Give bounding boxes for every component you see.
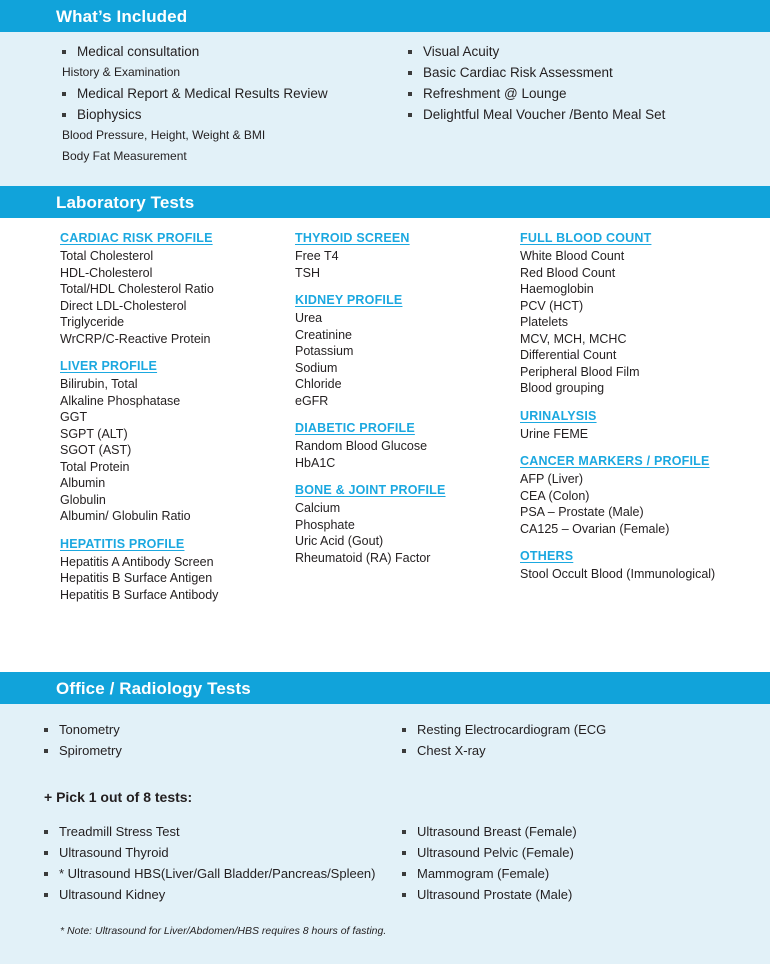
square-bullet-icon [408,71,412,75]
list-item [408,105,770,125]
pick-test-item [402,843,770,863]
test-item: Triglyceride [60,315,125,329]
test-item: Rheumatoid (RA) Factor [295,550,431,565]
test-item: Total Cholesterol [60,249,154,263]
list-item [62,105,400,125]
pick-test-item [44,864,400,884]
test-item: Alkaline Phosphatase [60,393,181,408]
test-item: Platelets [520,315,568,329]
square-bullet-icon [402,830,406,834]
square-bullet-icon [402,872,406,876]
test-item: Bilirubin, Total [60,377,138,391]
test-item: TSH [295,265,320,280]
section-header-office [0,672,770,704]
test-item: Free T4 [295,249,339,263]
laboratory-column-2 [285,230,507,610]
list-item-label: Chest X-ray [417,743,486,758]
list-item [408,63,770,83]
list-item-label: Delightful Meal Voucher /Bento Meal Set [423,107,666,122]
test-item: PSA – Prostate (Male) [520,505,644,519]
test-group [520,408,770,443]
office-left-column [0,720,400,762]
office-test-item [44,720,400,740]
list-item-label: * Ultrasound HBS(Liver/Gall Bladder/Pancreas/Spleen) [59,866,376,881]
test-item: Total Protein [60,459,130,474]
list-item [408,84,770,104]
list-item-label: Ultrasound Breast (Female) [417,824,577,839]
test-item: GGT [60,410,88,424]
square-bullet-icon [408,113,412,117]
list-item-label: Treadmill Stress Test [59,824,180,839]
test-group [60,536,285,604]
laboratory-title: Laboratory Tests [56,192,195,212]
test-group-heading: DIABETIC PROFILE [295,421,415,435]
test-item: Creatinine [295,327,352,342]
office-top-lists [0,720,770,762]
list-item-label: Refreshment @ Lounge [423,86,567,101]
test-item: SGPT (ALT) [60,426,128,441]
pick-test-item [402,885,770,905]
list-item-label: Resting Electrocardiogram (ECG [417,722,607,737]
laboratory-column-3 [507,230,770,610]
test-group [60,230,285,347]
test-item: Urea [295,311,323,325]
square-bullet-icon [44,851,48,855]
pick-tests-lists [0,822,770,906]
test-group [60,358,285,525]
test-item: SGOT (AST) [60,443,132,457]
list-item-label: Ultrasound Prostate (Male) [417,887,573,902]
test-item: AFP (Liver) [520,472,583,486]
test-group [520,453,770,537]
test-item: Haemoglobin [520,282,594,296]
test-group-heading: THYROID SCREEN [295,231,410,245]
pick-left-column [0,822,400,906]
pick-test-item [402,822,770,842]
square-bullet-icon [408,50,412,54]
square-bullet-icon [402,749,406,753]
square-bullet-icon [402,728,406,732]
section-gap [0,610,770,672]
pick-test-item [44,843,400,863]
test-item: Peripheral Blood Film [520,364,640,379]
section-header-laboratory [0,186,770,218]
list-item-label: Ultrasound Pelvic (Female) [417,845,574,860]
test-item: Calcium [295,501,341,515]
square-bullet-icon [44,872,48,876]
test-item: HbA1C [295,455,336,470]
test-group-heading: OTHERS [520,549,574,563]
square-bullet-icon [44,728,48,732]
test-group [295,230,507,281]
test-group-heading: CANCER MARKERS / PROFILE [520,454,710,468]
laboratory-body [0,218,770,610]
test-item: CA125 – Ovarian (Female) [520,521,670,536]
test-group [295,482,507,566]
test-group [520,548,770,583]
test-item: Albumin/ Globulin Ratio [60,509,191,523]
test-group-heading: KIDNEY PROFILE [295,293,403,307]
office-body [0,704,770,964]
test-group-heading: CARDIAC RISK PROFILE [60,231,213,245]
test-item: Blood grouping [520,381,605,395]
test-group [295,292,507,409]
included-left-column [0,42,400,168]
test-group-heading: URINALYSIS [520,408,597,423]
test-item: MCV, MCH, MCHC [520,331,627,346]
office-test-item [44,741,400,761]
test-item: Differential Count [520,348,617,362]
section-header-included [0,0,770,32]
list-item-label: Mammogram (Female) [417,866,550,881]
square-bullet-icon [44,830,48,834]
laboratory-column-1 [0,230,285,610]
square-bullet-icon [402,893,406,897]
square-bullet-icon [62,50,66,54]
list-item [62,42,400,62]
list-item-subnote: History & Examination [62,65,181,79]
list-item-subnote: Blood Pressure, Height, Weight & BMI [62,128,266,142]
test-group-heading: BONE & JOINT PROFILE [295,483,446,497]
test-item: Sodium [295,360,338,375]
list-item-label: Spirometry [59,743,122,758]
included-title: What’s Included [56,6,188,26]
test-item: Potassium [295,344,354,358]
test-item: Stool Occult Blood (Immunological) [520,567,716,581]
test-item: Direct LDL-Cholesterol [60,298,187,313]
office-title: Office / Radiology Tests [56,678,251,698]
square-bullet-icon [44,749,48,753]
test-item: Uric Acid (Gout) [295,534,384,548]
pick-test-item [44,822,400,842]
square-bullet-icon [408,92,412,96]
square-bullet-icon [402,851,406,855]
test-item: Red Blood Count [520,265,616,280]
test-item: Hepatitis B Surface Antibody [60,587,219,602]
pick-right-column [400,822,770,906]
pick-tests-title: + Pick 1 out of 8 tests: [44,789,193,805]
office-right-column [400,720,770,762]
list-item-label: Medical Report & Medical Results Review [77,86,328,101]
included-right-column [400,42,770,168]
list-item-label: Medical consultation [77,44,200,59]
test-item: Globulin [60,492,106,507]
fasting-note: * Note: Ultrasound for Liver/Abdomen/HBS requires 8 hours of fasting. [60,925,387,937]
test-item: Albumin [60,476,106,490]
list-item-label: Visual Acuity [423,44,500,59]
list-item-label: Ultrasound Kidney [59,887,166,902]
test-item: Chloride [295,377,342,391]
test-item: Hepatitis B Surface Antigen [60,571,213,585]
test-item: Random Blood Glucose [295,439,428,453]
office-test-item [402,720,770,740]
test-group-heading: FULL BLOOD COUNT [520,231,652,245]
list-item-subnote: Body Fat Measurement [62,149,187,163]
square-bullet-icon [62,113,66,117]
list-item-label: Tonometry [59,722,120,737]
square-bullet-icon [62,92,66,96]
list-item-label: Basic Cardiac Risk Assessment [423,65,613,80]
test-group [295,420,507,471]
square-bullet-icon [44,893,48,897]
test-item: WrCRP/C-Reactive Protein [60,331,211,346]
test-group [520,230,770,397]
test-item: PCV (HCT) [520,298,584,313]
pick-test-item [402,864,770,884]
test-item: Urine FEME [520,426,589,441]
test-item: eGFR [295,393,329,408]
pick-test-item [44,885,400,905]
list-item-label: Ultrasound Thyroid [59,845,169,860]
list-item [408,42,770,62]
list-item-label: Biophysics [77,107,142,122]
test-item: Phosphate [295,517,355,532]
office-test-item [402,741,770,761]
test-group-heading: LIVER PROFILE [60,359,158,373]
test-item: Total/HDL Cholesterol Ratio [60,282,214,296]
test-group-heading: HEPATITIS PROFILE [60,536,185,551]
test-item: CEA (Colon) [520,488,590,503]
test-item: Hepatitis A Antibody Screen [60,554,214,569]
test-item: HDL-Cholesterol [60,265,153,280]
included-body [0,32,770,186]
list-item [62,84,400,104]
test-item: White Blood Count [520,249,625,263]
